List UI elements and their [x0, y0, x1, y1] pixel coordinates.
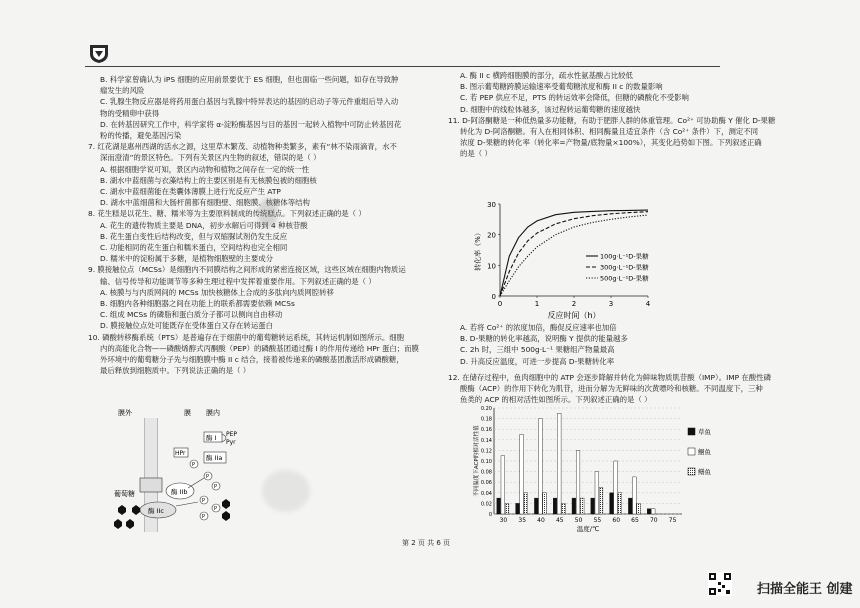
left-line: D. 膜接触位点处可能既存在受体蛋白又存在转运蛋白: [100, 321, 273, 331]
right-line: 浓度 D-果糖的转化率（转化率=产物量/底物量×100%），其变化趋势如下图。下列叙述正确: [460, 138, 762, 148]
left-column: [88, 74, 424, 376]
y-tick-label: 10: [487, 262, 496, 271]
y-tick-label: 0.04: [480, 490, 492, 497]
svg-text:P: P: [202, 514, 206, 520]
left-line: 7. 红花湖是惠州西湖的活水之源，这里草木繁茂、动植物种类繁多，素有“林不染雨滴青，水不: [88, 142, 397, 152]
y-axis-label: 转化率（%）: [474, 229, 482, 271]
x-tick-label: 35: [518, 517, 527, 524]
figure-label-outside: 膜外: [118, 409, 132, 417]
left-line: B. 湖水中蓝细菌与衣藻结构上的主要区别是有无核膜包被的细胞核: [100, 175, 317, 185]
bar: [647, 509, 651, 514]
x-tick-label: 55: [593, 517, 602, 524]
right-line: A. 酶 II c 横跨细胞膜的部分，疏水性氨基酸占比较低: [460, 71, 633, 80]
legend-swatch: [688, 468, 695, 475]
x-tick-label: 45: [555, 517, 564, 524]
y-axis-label: 不同温度下ACP的相对活性值: [474, 425, 480, 497]
q12-line: 酸酶（ACP）的作用下转化为肌苷，进而分解为无鲜味的次黄嘌呤和核糖。不同温度下，三种: [460, 384, 763, 394]
header-rule: [85, 66, 720, 67]
enzyme-1-label: 酶 I: [206, 434, 217, 442]
bar: [557, 413, 561, 514]
bar: [628, 498, 632, 514]
bar: [651, 509, 655, 514]
left-line: 9. 膜接触位点（MCSs）是细胞内不同膜结构之间形成的紧密连接区域，这些区域在细胞内物质运: [88, 265, 406, 275]
x-tick-label: 0: [497, 300, 503, 308]
bar: [580, 498, 584, 514]
bar: [505, 503, 509, 514]
glucose-molecules: [114, 505, 140, 529]
bar: [516, 503, 520, 514]
svg-text:P: P: [214, 484, 218, 490]
svg-text:P: P: [214, 506, 218, 512]
legend-swatch: [688, 448, 695, 455]
svg-text:P: P: [206, 474, 210, 480]
left-line: B. 细胞内各种细胞器之间在功能上的联系都需要依赖 MCSs: [100, 299, 295, 309]
enzyme-2c-label: 酶 IIc: [148, 507, 164, 515]
y-tick-label: 0.10: [480, 459, 492, 465]
x-tick-label: 30: [499, 517, 508, 524]
left-line: 8. 花生糕是以花生、糖、糯米等为主要原料制成的传统糕点。下列叙述正确的是（ ）: [88, 209, 366, 219]
x-tick-label: 4: [645, 300, 651, 308]
bar: [595, 472, 599, 514]
bar: [610, 493, 614, 514]
left-line: D. 湖水中蓝细菌和大肠杆菌都有细胞壁、细胞膜、核糖体等结构: [100, 198, 310, 208]
conversion-rate-chart: [472, 196, 682, 324]
left-line: 深而澄清”的景区特色。下列有关景区内生物的叙述，错误的是（ ）: [100, 153, 321, 163]
left-line: C. 乳腺生物反应器是将药用蛋白基因与乳腺中特异表达的基因的启动子等元件重组后导入动: [100, 97, 399, 107]
left-line: 物的受精卵中获得: [100, 108, 160, 118]
left-line: C. 湖水中蓝细菌能在类囊体薄膜上进行光反应产生 ATP: [100, 187, 281, 197]
svg-text:P: P: [202, 498, 206, 504]
right-line: C. 若 PEP 供应不足，PTS 的转运效率会降低，但糖的磷酸化不受影响: [460, 93, 689, 103]
left-line: 输、信号传导和功能调节等多种生理过程中发挥着重要作用。下列叙述正确的是（ ）: [100, 276, 376, 286]
left-line: C. 组成 MCSs 的磷脂和蛋白质分子都可以侧向自由移动: [100, 310, 283, 320]
x-tick-label: 50: [574, 517, 583, 524]
x-tick-label: 65: [631, 517, 639, 524]
pyr-label: Pyr: [226, 439, 236, 446]
figure-label-inside: 膜内: [206, 409, 220, 417]
q12-text: [448, 372, 771, 406]
x-tick-label: 40: [537, 517, 545, 524]
y-tick-label: 0.06: [480, 480, 492, 487]
left-line: A. 核膜与与内质网间的 MCSs 加快核糖体上合成的多肽向内质网腔转移: [100, 287, 334, 297]
right-line: 的是（ ）: [460, 149, 492, 159]
bar: [591, 498, 595, 514]
right-line: 11. D-阿洛酮糖是一种低热量多功能糖，有助于肥胖人群的体重管理。Co²⁺ 可协助酶 Y 催化 D-果糖: [448, 115, 776, 125]
legend-label: 300g·L⁻¹D-果糖: [600, 263, 649, 272]
glucose-label: 葡萄糖: [114, 490, 135, 498]
q12-line: 12. 在储存过程中，鱼肉细胞中的 ATP 会逐步降解并转化为鲜味物质肌苷酸（IMP）。IMP 在酸性磷: [448, 373, 771, 382]
scan-stain: [262, 470, 310, 512]
y-tick-label: 0.16: [480, 427, 492, 434]
enzyme-2a-label: 酶 IIa: [206, 454, 223, 462]
left-line: D. 糯米中的淀粉属于多糖，是植物细胞壁的主要成分: [100, 254, 273, 264]
bar: [501, 456, 505, 514]
q12-line: 鱼类的 ACP 的相对活性如图所示。下列叙述正确的是（ ）: [460, 395, 652, 405]
bar: [562, 503, 566, 514]
product-molecules: [222, 499, 230, 521]
q11-option: D. 升高反应温度，可进一步提高 D-果糖转化率: [460, 356, 615, 366]
bar: [524, 493, 528, 514]
bar: [553, 498, 557, 514]
legend-label: 100g·L⁻¹D-果糖: [600, 252, 649, 261]
legend-label: 鳝鱼: [698, 468, 711, 476]
left-line: 粉的传播，避免基因污染: [100, 131, 182, 141]
pep-label: PEP: [226, 431, 238, 438]
x-tick-label: 70: [649, 517, 658, 524]
right-column: [448, 70, 776, 160]
scanner-brand: 扫描全能王 创建: [757, 582, 853, 597]
q11-option: A. 若将 Co²⁺ 的浓度加倍，酶促反应速率也加倍: [460, 323, 617, 332]
acp-activity-chart: [472, 404, 722, 534]
y-tick-label: 0.02: [480, 501, 492, 508]
x-tick-label: 60: [612, 517, 621, 524]
bar: [572, 498, 576, 514]
bar: [633, 477, 637, 514]
q11-options: [460, 322, 720, 367]
x-tick-label: 3: [608, 300, 614, 308]
legend-label: 500g·L⁻¹D-果糖: [600, 274, 649, 283]
legend-label: 鮰鱼: [698, 448, 711, 456]
bar: [576, 450, 580, 514]
y-tick-label: 0.20: [480, 406, 492, 412]
bar: [599, 488, 603, 515]
left-line: B. 花生蛋白变性后结构改变，但与双缩脲试剂仍发生反应: [100, 231, 288, 241]
left-line: A. 根据细胞学说可知，景区内动物和植物之间存在一定的统一性: [100, 164, 310, 174]
left-line: 瘤发生的风险: [100, 86, 145, 96]
page-number: 第 2 页 共 6 页: [402, 539, 451, 547]
left-line: D. 在转基因研究工作中，科学家将 α-淀粉酶基因与目的基因一起转入植物中可防止转基因花: [100, 119, 402, 129]
legend-swatch: [688, 428, 695, 435]
left-line: 最后释放到细胞质中。下列说法正确的是（ ）: [100, 366, 251, 376]
x-axis-label: 反应时间（h）: [547, 311, 601, 320]
pts-mechanism-figure: [112, 404, 372, 536]
left-line: 10. 磷酸转移酶系统（PTS）是普遍存在于细菌中的葡萄糖转运系统，其转运机制如图所示。细胞: [88, 332, 405, 342]
bar: [614, 461, 618, 514]
left-line: 外环境中的葡萄糖分子先与细胞膜中酶 II c 结合，接着被传递来的磷酸基团激活形成磷酸糖，: [100, 355, 404, 365]
bar: [543, 493, 547, 514]
bar: [497, 498, 501, 514]
y-tick-label: 30: [487, 201, 496, 209]
left-line: C. 功能相同的花生蛋白和糯米蛋白，空间结构也完全相同: [100, 243, 288, 253]
phosphate-labels: [192, 462, 217, 520]
school-logo-icon: [87, 42, 111, 64]
x-axis-label: 温度/℃: [576, 525, 600, 533]
y-tick-label: 20: [487, 231, 496, 240]
bar: [618, 493, 622, 514]
x-tick-label: 75: [668, 517, 677, 524]
left-line: A. 花生的遗传物质主要是 DNA，初步水解后可得到 4 种核苷酸: [100, 220, 308, 230]
legend-label: 草鱼: [698, 428, 711, 436]
svg-text:P: P: [192, 462, 196, 468]
bar: [637, 503, 641, 514]
y-tick-label: 0.18: [480, 416, 492, 423]
right-line: 转化为 D-阿洛酮糖。有人在相同体积、相同酶量且适宜条件（含 Co²⁺ 条件）下，测定不同: [460, 127, 759, 137]
y-tick-label: 0: [488, 512, 492, 518]
q11-option: B. D-果糖的转化率越高，说明酶 Y 提供的能量越多: [460, 334, 628, 344]
y-tick-label: 0.08: [480, 469, 492, 476]
bar: [539, 419, 543, 514]
scan-stain: [258, 198, 278, 228]
y-tick-label: 0.14: [480, 437, 492, 444]
hpr-label: HPr: [175, 450, 186, 457]
right-line: B. 图示葡萄糖跨膜运输速率受葡萄糖浓度和酶 II c 的数量影响: [460, 82, 663, 92]
y-tick-label: 0.12: [480, 448, 492, 455]
right-line: D. 细胞中的线粒体越多，该过程转运葡萄糖的速度越快: [460, 104, 641, 114]
q11-option: C. 2h 时，三组中 500g·L⁻¹ 果糖组产物量最高: [460, 345, 615, 355]
figure-label-membrane: 膜: [184, 409, 191, 417]
y-tick-label: 0: [491, 293, 496, 301]
left-line: B. 科学家曾确认为 iPS 细胞的应用前景要优于 ES 细胞，但也面临一些问题，如存在导致肿: [100, 75, 399, 84]
enzyme-2b-label: 酶 IIb: [171, 488, 188, 496]
x-tick-label: 1: [534, 300, 540, 308]
bar: [534, 498, 538, 514]
qr-code-icon: [708, 572, 732, 596]
bar: [520, 435, 524, 515]
x-tick-label: 2: [571, 300, 577, 308]
left-line: 内的高能化合物——磷酸烯醇式丙酮酸（PEP）的磷酸基团通过酶 I 的作用传递给 HPr 蛋白；而膜: [100, 343, 419, 353]
